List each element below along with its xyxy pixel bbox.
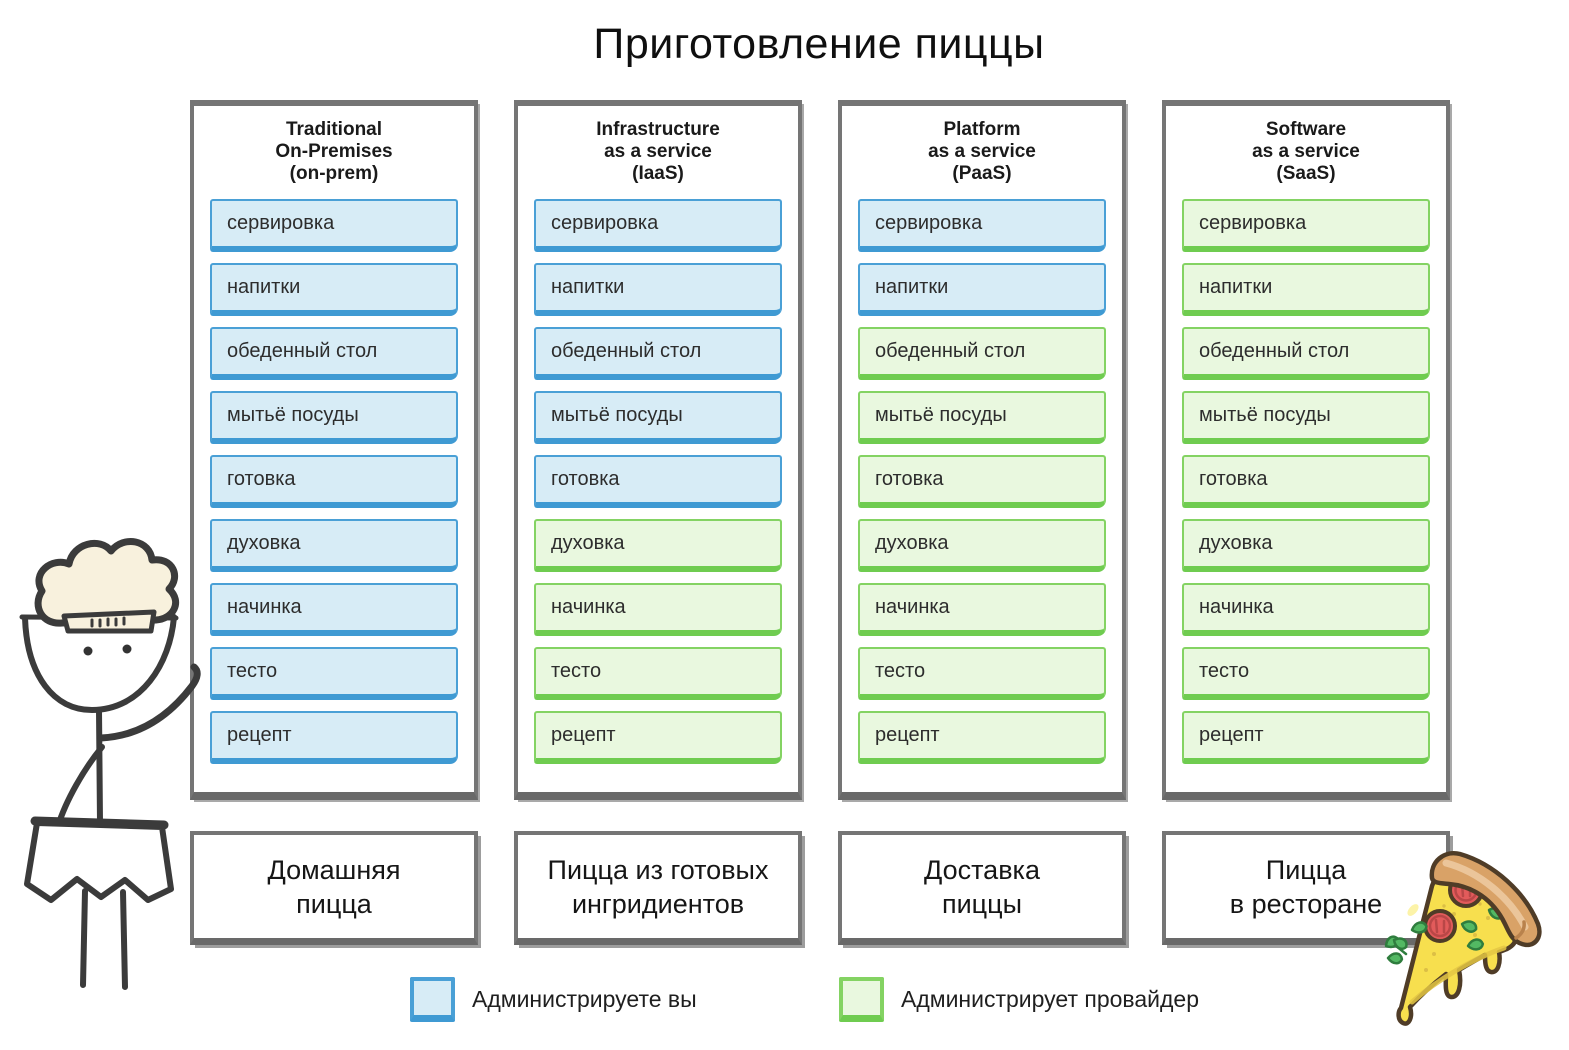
footer-line: Домашняя [267,854,401,885]
row-label: начинка [875,596,950,618]
column-header-line: (SaaS) [1276,163,1336,184]
row-box-напитки [210,263,458,316]
row-box-обеденный стол [1182,327,1430,380]
row-box-начинка [1182,583,1430,636]
row-box-рецепт [858,711,1106,764]
footer-line: в ресторане [1229,888,1383,919]
row-label: духовка [875,532,949,554]
row-label: мытьё посуды [875,404,1007,426]
rows-list-3 [1182,199,1430,764]
column-header-line: as a service [1252,141,1360,162]
column-frame-3 [1162,100,1450,800]
footer-line: ингридиентов [571,888,745,919]
column-header-line: (PaaS) [952,163,1012,184]
row-box-тесто [534,647,782,700]
row-label: мытьё посуды [1199,404,1331,426]
row-label: обеденный стол [875,340,1026,362]
row-label: тесто [227,660,278,682]
row-label: духовка [227,532,301,554]
column-header-line: (on-prem) [289,163,379,184]
footer-line: Пицца [1265,854,1347,885]
legend-label-provider: Администрирует провайдер [901,986,1200,1012]
row-label: тесто [551,660,602,682]
column-header-line: Infrastructure [596,119,720,140]
row-label: тесто [1199,660,1250,682]
row-box-сервировка [858,199,1106,252]
row-label: рецепт [227,724,292,746]
footer-line: Пицца из готовых [547,854,769,885]
row-label: обеденный стол [1199,340,1350,362]
row-box-духовка [1182,519,1430,572]
row-label: сервировка [875,212,983,234]
row-box-сервировка [1182,199,1430,252]
footer-box-0 [190,831,478,945]
row-box-готовка [858,455,1106,508]
row-label: готовка [227,468,296,490]
column-frame-0 [190,100,478,800]
row-label: напитки [551,276,625,298]
row-label: сервировка [1199,212,1307,234]
footers-row [190,831,1450,945]
footer-box-1 [514,831,802,945]
row-box-мытьё посуды [210,391,458,444]
column-frame-1 [514,100,802,800]
column-header-line: Traditional [285,119,383,140]
chef-character-illustration [6,528,226,1050]
row-box-мытьё посуды [858,391,1106,444]
row-box-тесто [210,647,458,700]
row-box-обеденный стол [858,327,1106,380]
row-box-мытьё посуды [1182,391,1430,444]
row-label: готовка [551,468,620,490]
row-box-рецепт [210,711,458,764]
row-box-готовка [210,455,458,508]
footer-line: пиццы [941,888,1023,919]
row-box-начинка [858,583,1106,636]
row-label: начинка [1199,596,1274,618]
row-box-готовка [534,455,782,508]
row-box-духовка [210,519,458,572]
row-label: духовка [1199,532,1273,554]
footer-line: Доставка [924,854,1040,885]
footer-line: пицца [296,888,372,919]
row-label: готовка [1199,468,1268,490]
legend-label-you: Администрируете вы [472,986,697,1012]
footer-box-2 [838,831,1126,945]
pizza-slice-illustration [1382,842,1569,1050]
rows-list-0 [210,199,458,764]
column-header-1 [518,119,798,185]
row-label: обеденный стол [227,340,378,362]
legend-swatch-blue [410,977,455,1022]
column-header-line: On-Premises [275,141,393,162]
row-label: духовка [551,532,625,554]
row-label: начинка [227,596,302,618]
row-box-духовка [534,519,782,572]
row-box-начинка [534,583,782,636]
row-box-мытьё посуды [534,391,782,444]
legend-swatch-green [839,977,884,1022]
row-label: сервировка [227,212,335,234]
row-label: мытьё посуды [551,404,683,426]
row-box-духовка [858,519,1106,572]
column-header-line: as a service [604,141,712,162]
rows-list-1 [534,199,782,764]
row-label: сервировка [551,212,659,234]
row-label: начинка [551,596,626,618]
row-box-напитки [858,263,1106,316]
column-header-line: Software [1265,119,1347,140]
row-label: напитки [227,276,301,298]
row-box-сервировка [534,199,782,252]
column-header-0 [194,119,474,185]
legend-item-you [410,977,697,1022]
legend-item-provider [839,977,1199,1022]
column-header-line: Platform [943,119,1021,140]
columns-row [190,100,1450,800]
row-label: тесто [875,660,926,682]
row-label: мытьё посуды [227,404,359,426]
row-box-тесто [1182,647,1430,700]
row-label: рецепт [875,724,940,746]
row-box-обеденный стол [210,327,458,380]
column-header-3 [1166,119,1446,185]
row-box-напитки [1182,263,1430,316]
row-box-рецепт [534,711,782,764]
row-label: готовка [875,468,944,490]
column-header-2 [842,119,1122,185]
row-box-рецепт [1182,711,1430,764]
row-label: напитки [875,276,949,298]
row-label: напитки [1199,276,1273,298]
column-frame-2 [838,100,1126,800]
page-title: Приготовление пиццы [593,20,1045,68]
rows-list-2 [858,199,1106,764]
row-box-начинка [210,583,458,636]
row-label: рецепт [1199,724,1264,746]
row-label: рецепт [551,724,616,746]
row-box-обеденный стол [534,327,782,380]
column-header-line: as a service [928,141,1036,162]
row-box-напитки [534,263,782,316]
row-label: обеденный стол [551,340,702,362]
column-header-line: (IaaS) [632,163,684,184]
row-box-тесто [858,647,1106,700]
row-box-готовка [1182,455,1430,508]
row-box-сервировка [210,199,458,252]
